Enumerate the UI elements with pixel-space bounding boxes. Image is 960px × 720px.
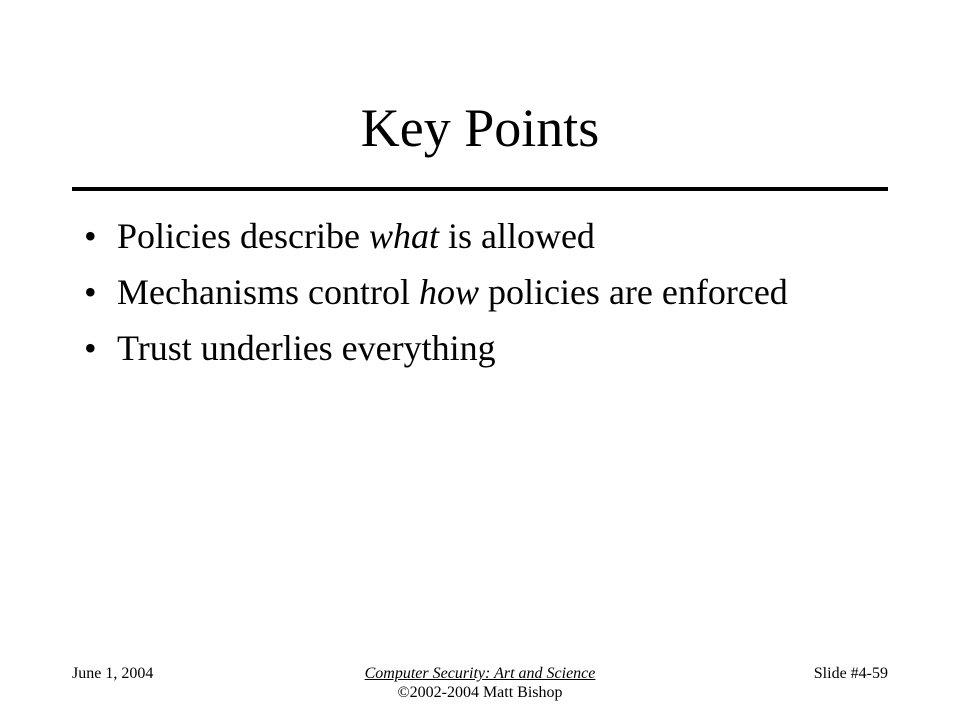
footer-center: [280, 664, 680, 702]
footer-book-title: Computer Security: Art and Science: [364, 665, 596, 682]
bullet-item-policies: [84, 216, 874, 256]
bullet-text: [117, 328, 496, 368]
bullet-text-before: Policies describe: [117, 216, 369, 256]
bullet-dot-icon: •: [84, 272, 97, 312]
bullet-dot-icon: •: [84, 328, 97, 368]
bullet-text-emphasis: how: [418, 272, 479, 312]
bullet-text-after: policies are enforced: [478, 272, 788, 312]
bullet-text-before: Trust underlies everything: [117, 328, 496, 368]
bullet-dot-icon: •: [84, 216, 97, 256]
bullet-list: [84, 216, 874, 384]
bullet-text-emphasis: what: [368, 216, 439, 256]
footer-date: June 1, 2004: [72, 665, 154, 682]
slide-title: Key Points: [360, 98, 600, 158]
bullet-text: [117, 216, 595, 256]
footer-slide-number: Slide #4-59: [813, 665, 888, 682]
bullet-item-trust: [84, 328, 874, 368]
bullet-item-mechanisms: [84, 272, 874, 312]
bullet-text: [117, 272, 788, 312]
bullet-text-before: Mechanisms control: [117, 272, 419, 312]
footer-copyright: ©2002-2004 Matt Bishop: [397, 684, 563, 701]
title-underline-rule: [72, 187, 888, 191]
bullet-text-after: is allowed: [438, 216, 595, 256]
